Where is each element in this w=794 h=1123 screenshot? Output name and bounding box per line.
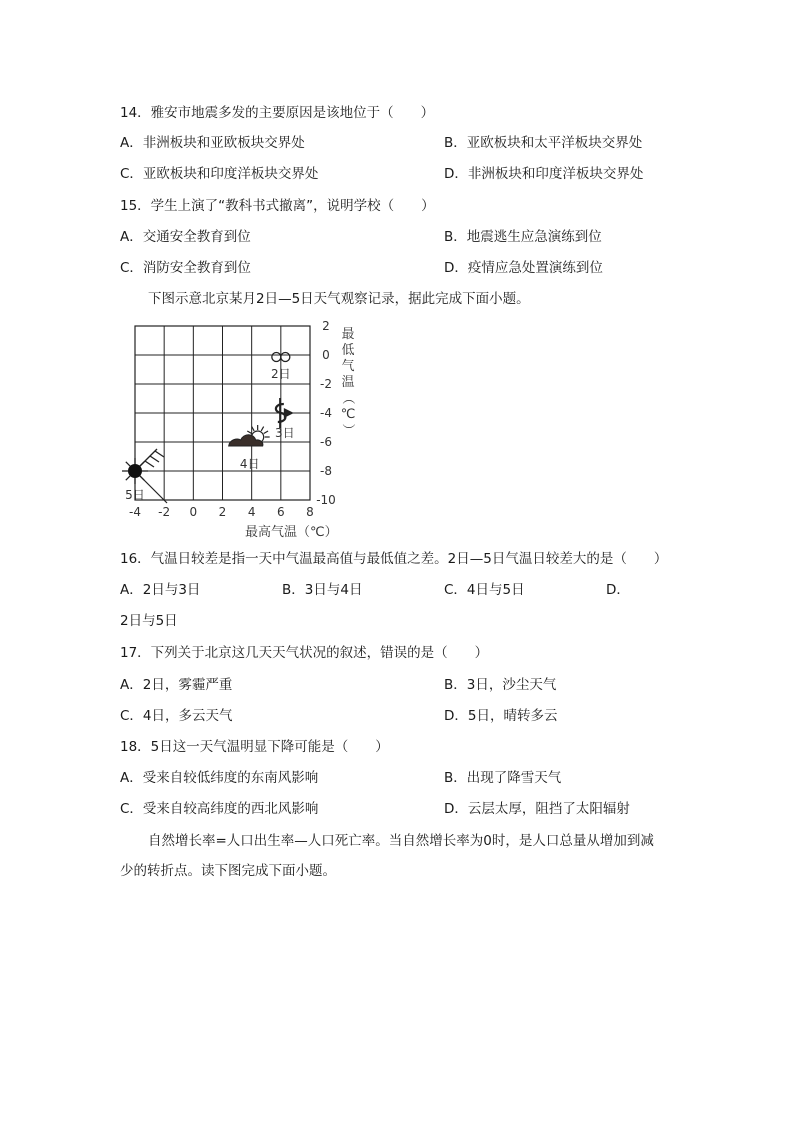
q14-option-b[interactable]: B．亚欧板块和太平洋板块交界处	[444, 135, 643, 151]
q17-option-a[interactable]: A．2日，雾霾严重	[120, 677, 233, 693]
y-tick-labels	[316, 319, 336, 507]
haze-icon	[271, 353, 291, 382]
point-label: 4日	[239, 457, 260, 471]
q18-stem: 18．5日这一天气温明显下降可能是（ ）	[120, 739, 389, 755]
wind-barb	[155, 451, 164, 457]
wind-barb	[145, 461, 154, 467]
y-axis-label-char: （	[340, 391, 355, 405]
point-label: 5日	[125, 488, 145, 502]
x-tick-label: -4	[129, 505, 141, 519]
weather-chart	[115, 314, 365, 544]
q16-option-d-text[interactable]: 2日与5日	[120, 613, 178, 629]
y-axis-label-char: 气	[341, 359, 355, 374]
y-tick-label: -2	[320, 377, 332, 391]
q15-stem: 15．学生上演了“教科书式撤离”，说明学校（ ）	[120, 198, 435, 214]
q18-option-b[interactable]: B．出现了降雪天气	[444, 770, 562, 786]
q16-option-b[interactable]: B．3日与4日	[282, 582, 363, 598]
point-label: 3日	[275, 426, 295, 440]
sun-ray	[261, 427, 264, 431]
y-tick-label: 0	[322, 348, 330, 362]
q16-stem: 16．气温日较差是指一天中气温最高值与最低值之差。2日—5日气温日较差大的是（ ）	[120, 551, 668, 567]
y-tick-label: -10	[316, 493, 336, 507]
q18-option-d[interactable]: D．云层太厚，阻挡了太阳辐射	[444, 801, 630, 817]
wind-barb	[150, 456, 159, 462]
q15-option-c[interactable]: C．消防安全教育到位	[120, 260, 251, 276]
q17-option-d[interactable]: D．5日，晴转多云	[444, 708, 558, 724]
intro-weather: 下图示意北京某月2日—5日天气观察记录，据此完成下面小题。	[148, 291, 530, 307]
q18-option-c[interactable]: C．受来自较高纬度的西北风影响	[120, 801, 319, 817]
y-tick-label: -8	[320, 464, 332, 478]
y-axis-label-char: ℃	[340, 407, 356, 422]
q17-option-c[interactable]: C．4日，多云天气	[120, 708, 233, 724]
sun-disc	[128, 464, 142, 478]
sun-ray	[140, 476, 144, 480]
sun-ray	[126, 476, 130, 480]
y-axis-label-char: 最	[341, 327, 355, 342]
sun-ray	[247, 431, 251, 434]
q16-option-c[interactable]: C．4日与5日	[444, 582, 525, 598]
y-axis-label	[340, 327, 355, 437]
q14-option-c[interactable]: C．亚欧板块和印度洋板块交界处	[120, 166, 319, 182]
q17-option-b[interactable]: B．3日，沙尘天气	[444, 677, 557, 693]
x-tick-label: 6	[277, 505, 285, 519]
haze-ring	[272, 353, 281, 362]
sun-ray	[126, 462, 130, 466]
y-tick-label: -4	[320, 406, 332, 420]
y-tick-label: 2	[322, 319, 330, 333]
x-tick-label: 8	[306, 505, 314, 519]
y-axis-label-char: 低	[341, 343, 355, 358]
sandstorm-arrow	[284, 408, 294, 418]
q15-option-d[interactable]: D．疫情应急处置演练到位	[444, 260, 603, 276]
point-label: 2日	[271, 367, 291, 381]
q16-option-d-prefix[interactable]: D．	[606, 582, 630, 598]
q14-stem: 14．雅安市地震多发的主要原因是该地位于（ ）	[120, 105, 435, 121]
sunny-icon	[122, 449, 167, 503]
y-axis-label-char: 温	[341, 375, 355, 390]
haze-ring	[281, 353, 290, 362]
y-tick-label: -6	[320, 435, 332, 449]
cloudy-icon	[229, 425, 270, 471]
y-axis-label-char: ）	[340, 423, 355, 437]
q18-option-a[interactable]: A．受来自较低纬度的东南风影响	[120, 770, 319, 786]
sun-ray	[264, 431, 268, 434]
q15-option-a[interactable]: A．交通安全教育到位	[120, 229, 251, 245]
chart-markers	[122, 353, 295, 504]
q16-option-a[interactable]: A．2日与3日	[120, 582, 201, 598]
x-tick-label: 0	[189, 505, 198, 519]
intro-population-line2: 少的转折点。读下图完成下面小题。	[120, 863, 336, 879]
q14-option-a[interactable]: A．非洲板块和亚欧板块交界处	[120, 135, 305, 151]
x-tick-label: 4	[247, 505, 256, 519]
q15-option-b[interactable]: B．地震逃生应急演练到位	[444, 229, 602, 245]
sun-ray	[140, 462, 144, 466]
x-tick-label: -2	[158, 505, 171, 519]
x-tick-labels	[129, 505, 314, 519]
x-tick-label: 2	[218, 505, 227, 519]
x-axis-label: 最高气温（℃）	[245, 525, 338, 540]
intro-population-line1: 自然增长率=人口出生率—人口死亡率。当自然增长率为0时，是人口总量从增加到减	[148, 833, 654, 849]
sandstorm-icon	[275, 398, 295, 440]
q14-option-d[interactable]: D．非洲板块和印度洋板块交界处	[444, 166, 644, 182]
q17-stem: 17．下列关于北京这几天天气状况的叙述，错误的是（ ）	[120, 645, 489, 661]
